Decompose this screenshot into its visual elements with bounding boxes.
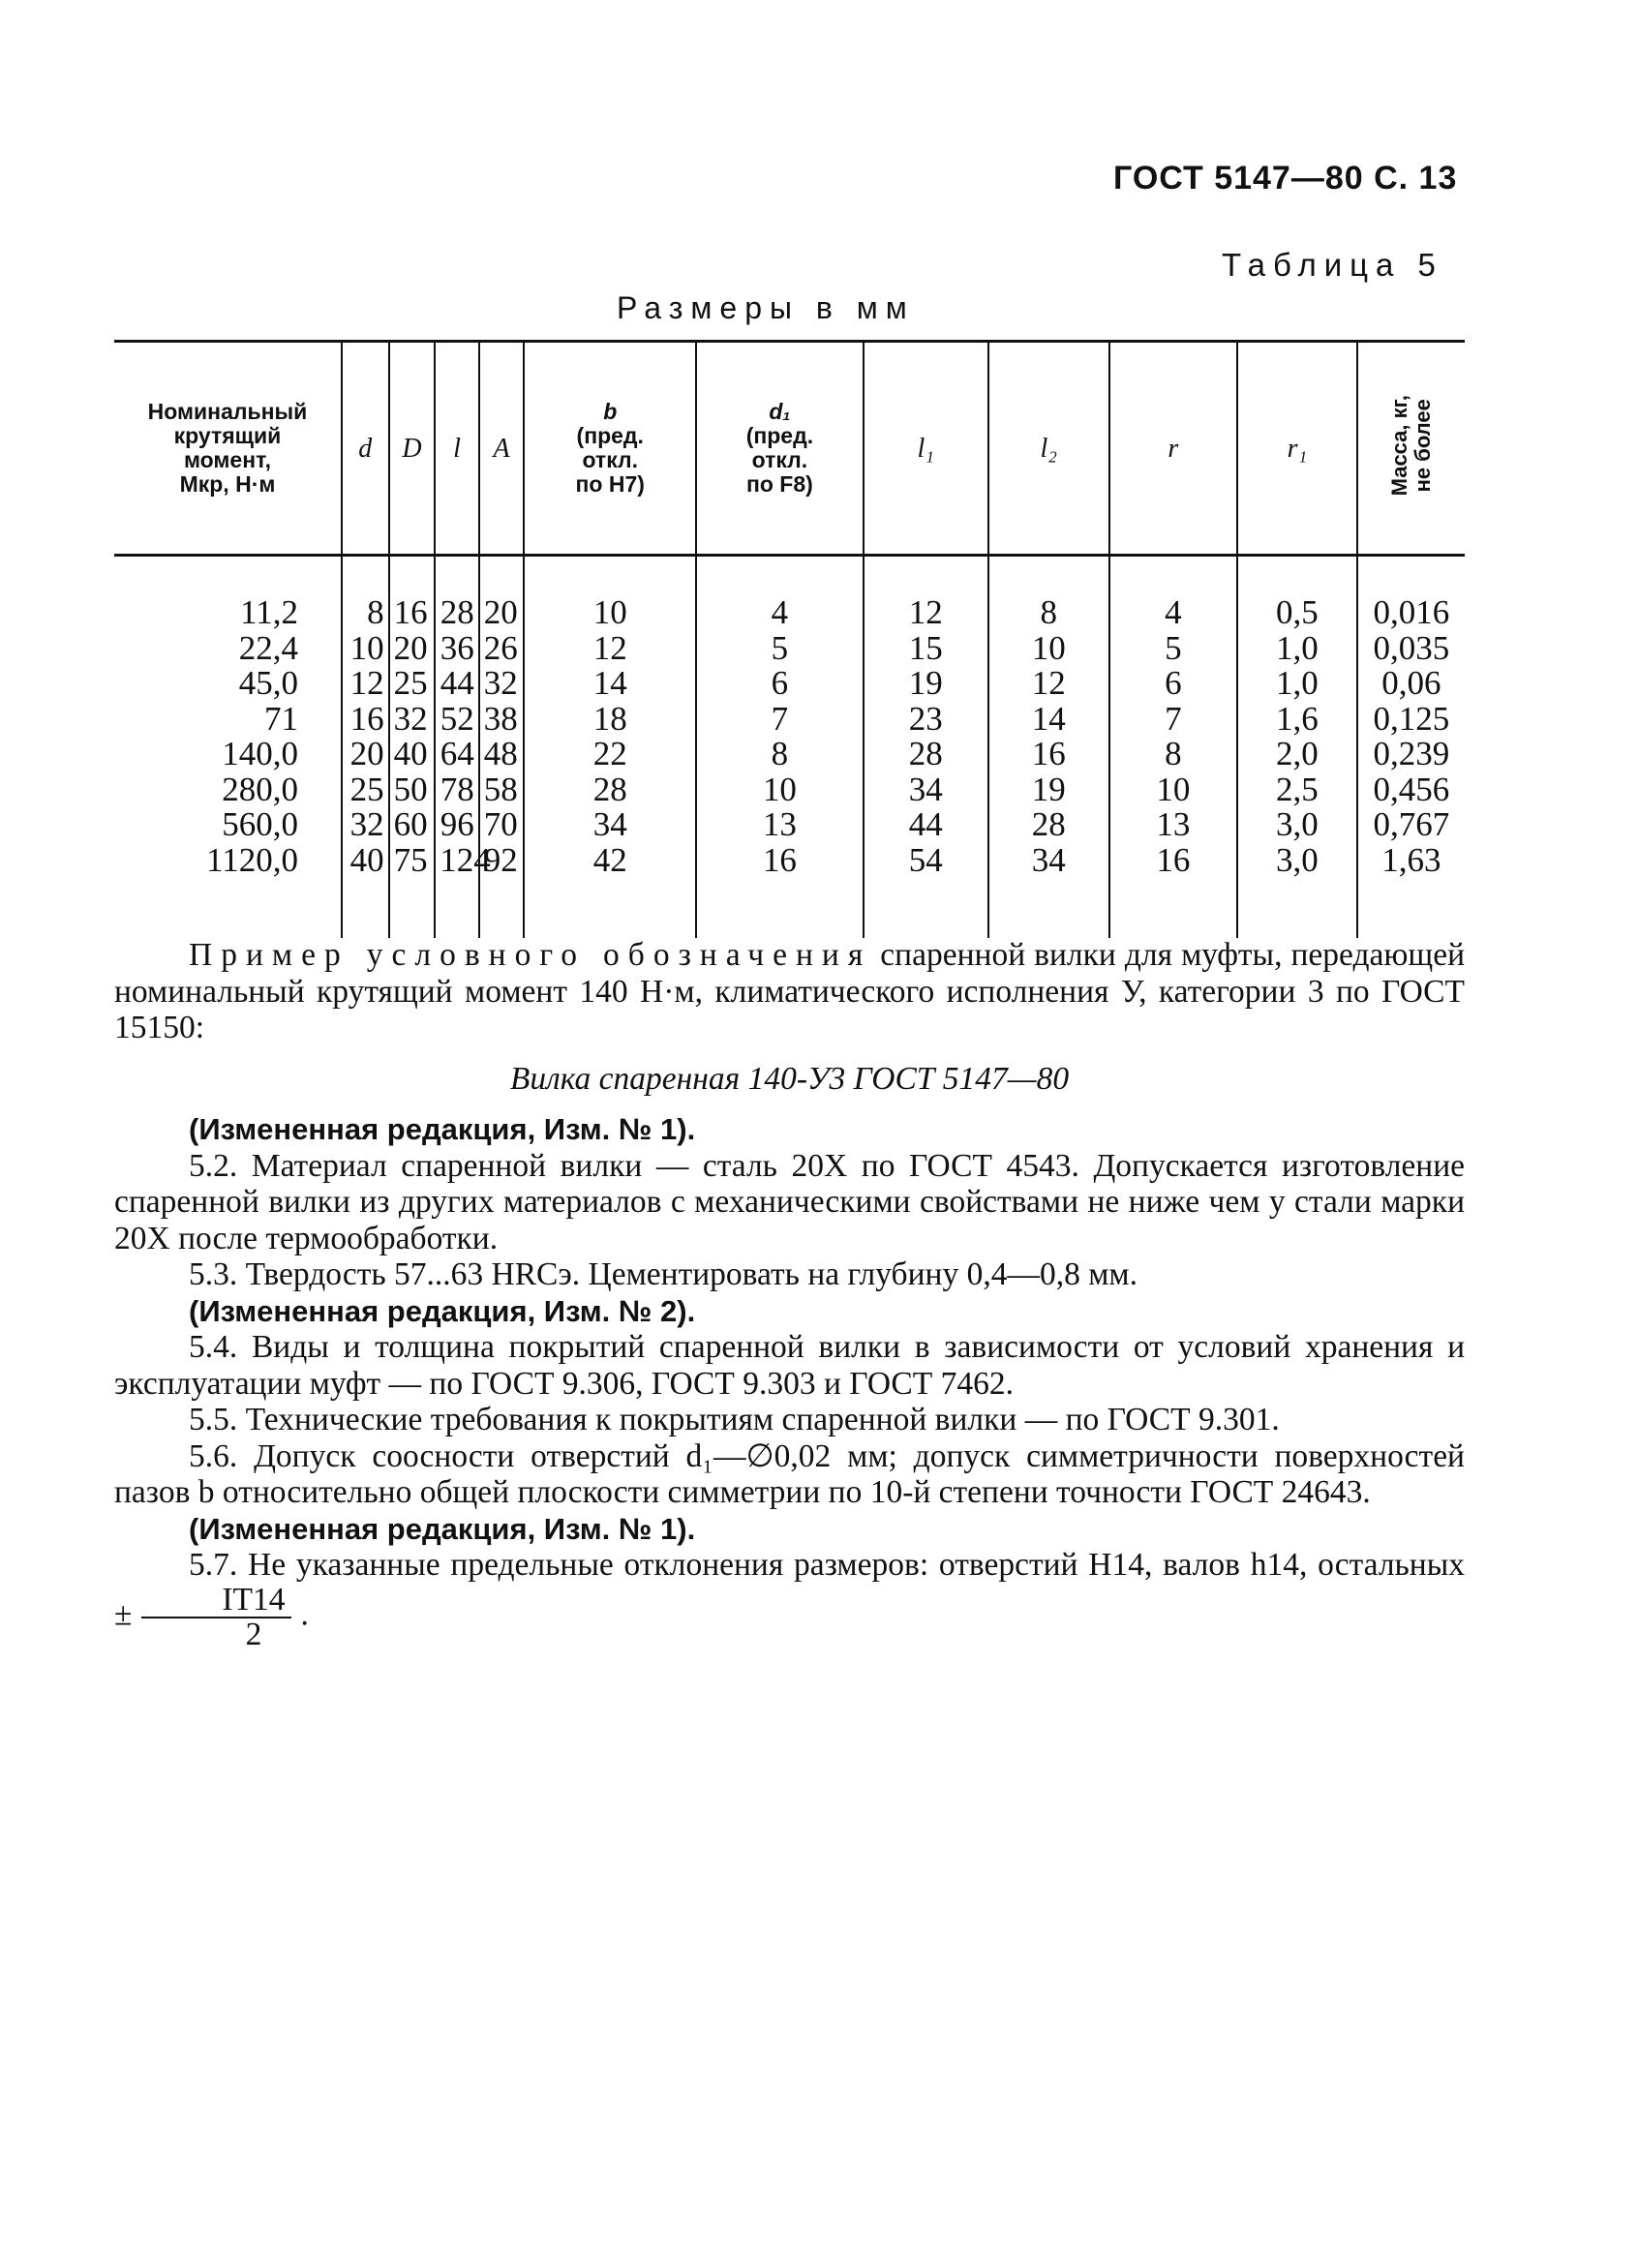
table-row: [114, 631, 1465, 667]
table-cell: 3,0: [1237, 843, 1357, 939]
table-body: [114, 556, 1465, 939]
dimensions-table: [114, 340, 1465, 938]
table-cell: 64: [435, 737, 479, 772]
table-cell: 8: [988, 556, 1109, 631]
header-l2: l₂: [988, 342, 1109, 556]
table-cell: 23: [864, 702, 988, 738]
table-cell: 2,5: [1237, 772, 1357, 808]
table-units-caption: Размеры в мм: [617, 290, 915, 325]
table-cell: 13: [696, 807, 864, 843]
table-cell: 42: [524, 843, 696, 939]
table-cell: 5: [1109, 631, 1237, 667]
table-cell: 16: [988, 737, 1109, 772]
table-cell: 140,0: [222, 735, 298, 772]
table-cell: 11,2: [240, 593, 298, 631]
table-cell: 4: [1109, 556, 1237, 631]
table-cell: 1,0: [1237, 631, 1357, 667]
table-cell: 13: [1109, 807, 1237, 843]
table-cell: 28: [524, 772, 696, 808]
table-cell: 10: [342, 631, 389, 667]
header-r: r: [1109, 342, 1237, 556]
table-cell: 19: [988, 772, 1109, 808]
page-header-gost-ref: ГОСТ 5147—80 С. 13: [1113, 160, 1458, 197]
table-cell: 560,0: [222, 805, 298, 843]
clause-5-7-end: .: [300, 1596, 309, 1633]
table-cell: 40: [389, 737, 436, 772]
table-cell: 0,035: [1357, 631, 1465, 667]
table-cell: 0,06: [1357, 666, 1465, 702]
table-cell: 10: [696, 772, 864, 808]
header-d1-line2: (пред.: [745, 423, 814, 448]
table-cell: 50: [389, 772, 436, 808]
table-cell: 0,5: [1237, 556, 1357, 631]
header-mass-line1: Масса, кг,: [1386, 395, 1411, 497]
table-cell: 16: [342, 702, 389, 738]
header-A: A: [479, 342, 525, 556]
table-cell: 54: [864, 843, 988, 939]
table-cell: 28: [864, 737, 988, 772]
table-number-label: Таблица 5: [1222, 247, 1443, 283]
designation-example-heading: Пример условного обозначения: [189, 937, 872, 973]
table-cell: 0,456: [1357, 772, 1465, 808]
header-b-line3: откл.: [582, 447, 638, 472]
header-d1-line3: откл.: [751, 447, 808, 472]
table-cell: 1,0: [1237, 666, 1357, 702]
clause-5-7: [114, 1547, 1465, 1651]
table-cell: 16: [1109, 843, 1237, 939]
table-cell: 12: [524, 631, 696, 667]
table-cell: 5: [696, 631, 864, 667]
table-cell: 60: [389, 807, 436, 843]
fraction-denominator: 2: [245, 1616, 262, 1652]
table-cell: 32: [389, 702, 436, 738]
table-row: [114, 737, 1465, 772]
table-header-row: [114, 342, 1465, 556]
clause-5-4: 5.4. Виды и толщина покрытий спаренной вилки в зависимости от условий хранения и эксплуатации муфт — по ГОСТ 9.306, ГОСТ 9.303 и ГОСТ 7462.: [114, 1329, 1465, 1402]
clause-5-2: 5.2. Материал спаренной вилки — сталь 20Х по ГОСТ 4543. Допускается изготовление спаренной вилки из других материалов с механическими свойствами не ниже чем у стали марки 20Х после термообработки.: [114, 1147, 1465, 1256]
header-torque-line3: момент,: [183, 447, 272, 472]
table-cell: 19: [864, 666, 988, 702]
table-cell: 14: [988, 702, 1109, 738]
header-r1: r₁: [1237, 342, 1357, 556]
table-cell: 70: [479, 807, 525, 843]
table-cell: 28: [435, 556, 479, 631]
table-cell: 1,63: [1357, 843, 1465, 939]
table-cell: 78: [435, 772, 479, 808]
header-b-line2: (пред.: [576, 423, 644, 448]
table-cell: 15: [864, 631, 988, 667]
clause-5-3: 5.3. Твердость 57...63 HRCэ. Цементировать на глубину 0,4—0,8 мм.: [189, 1256, 1138, 1292]
table-cell: 6: [696, 666, 864, 702]
table-cell: 8: [696, 737, 864, 772]
table-cell: 25: [389, 666, 436, 702]
table-cell: 28: [988, 807, 1109, 843]
table-cell: 34: [988, 843, 1109, 939]
designation-example-text: спаренной вилки для муфты, передающей номинальный крутящий момент 140 Н·м, климатического исполнения У, категории 3 по ГОСТ 15150:: [114, 937, 1465, 1045]
table-row: [114, 772, 1465, 808]
header-mass-line2: не более: [1410, 399, 1435, 493]
table-cell: 48: [479, 737, 525, 772]
amendment-note-1b: (Измененная редакция, Изм. № 1).: [189, 1511, 696, 1546]
header-b-line4: по H7): [575, 471, 645, 497]
table-cell: 44: [864, 807, 988, 843]
table-cell: 3,0: [1237, 807, 1357, 843]
table-cell: 45,0: [238, 664, 298, 702]
header-torque: [114, 342, 342, 556]
table-cell: 7: [696, 702, 864, 738]
designation-example-paragraph: [114, 937, 1465, 1046]
table-cell: 0,239: [1357, 737, 1465, 772]
table-cell: 8: [1109, 737, 1237, 772]
table-row: [114, 702, 1465, 738]
header-l: l: [435, 342, 479, 556]
table-cell: 32: [479, 666, 525, 702]
header-mass: [1357, 342, 1465, 556]
table-cell: 1,6: [1237, 702, 1357, 738]
amendment-note-2: (Измененная редакция, Изм. № 2).: [189, 1293, 696, 1328]
table-cell: 44: [435, 666, 479, 702]
table-cell: 52: [435, 702, 479, 738]
header-mass-vertical: [1388, 395, 1435, 496]
clause-5-7-text: 5.7. Не указанные предельные отклонения размеров: отверстий H14, валов h14, остальных ±: [114, 1547, 1465, 1633]
table-cell: 124: [435, 843, 479, 939]
header-b: [524, 342, 696, 556]
table-cell: 25: [342, 772, 389, 808]
table-cell: 75: [389, 843, 436, 939]
tolerance-fraction: [141, 1581, 290, 1652]
amendment-note-1a: (Измененная редакция, Изм. № 1).: [189, 1112, 696, 1146]
header-d: d: [342, 342, 389, 556]
table-cell: 10: [524, 556, 696, 631]
table-cell: 2,0: [1237, 737, 1357, 772]
header-d1: [696, 342, 864, 556]
table-cell: 20: [389, 631, 436, 667]
table-cell: 16: [389, 556, 436, 631]
table-cell: 32: [342, 807, 389, 843]
table-cell: 22,4: [238, 628, 298, 667]
table-cell: 26: [479, 631, 525, 667]
table-cell: 38: [479, 702, 525, 738]
table-row: [114, 807, 1465, 843]
table-cell: 34: [524, 807, 696, 843]
fraction-numerator: IT14: [141, 1584, 290, 1618]
body-text: [114, 937, 1465, 1651]
table-cell: 10: [1109, 772, 1237, 808]
table-cell: 34: [864, 772, 988, 808]
table-cell: 10: [988, 631, 1109, 667]
table-cell: 0,767: [1357, 807, 1465, 843]
header-D: D: [389, 342, 436, 556]
table-cell: 40: [342, 843, 389, 939]
table-cell: 14: [524, 666, 696, 702]
table-cell: 18: [524, 702, 696, 738]
clause-5-6: 5.6. Допуск соосности отверстий d₁—∅0,02 мм; допуск симметричности поверхностей пазов b относительно общей плоскости симметрии по 10-й степени точности ГОСТ 24643.: [114, 1437, 1465, 1510]
designation-example: Вилка спаренная 140-У3 ГОСТ 5147—80: [509, 1060, 1070, 1097]
header-l1: l₁: [864, 342, 988, 556]
table-cell: 58: [479, 772, 525, 808]
table-cell: 20: [479, 556, 525, 631]
table-cell: 0,125: [1357, 702, 1465, 738]
table-cell: 12: [864, 556, 988, 631]
header-b-line1: b: [603, 399, 618, 424]
header-torque-line1: Номинальный: [147, 399, 308, 424]
table-cell: 22: [524, 737, 696, 772]
header-d1-line4: по F8): [745, 471, 813, 497]
header-torque-line4: Mкр, Н·м: [179, 471, 276, 497]
table-cell: 16: [696, 843, 864, 939]
table-cell: 12: [342, 666, 389, 702]
table-cell: 7: [1109, 702, 1237, 738]
table-row: [114, 556, 1465, 631]
table-cell: 20: [342, 737, 389, 772]
table-cell: 280,0: [222, 770, 298, 808]
table-cell: 0,016: [1357, 556, 1465, 631]
table-cell: 92: [479, 843, 525, 939]
table-cell: 6: [1109, 666, 1237, 702]
table-cell: 12: [988, 666, 1109, 702]
header-torque-line2: крутящий: [173, 423, 282, 448]
table-cell: 4: [696, 556, 864, 631]
table-cell: 36: [435, 631, 479, 667]
table-row: [114, 843, 1465, 939]
table-cell: 96: [435, 807, 479, 843]
table-cell: 8: [342, 556, 389, 631]
table-cell: 71: [263, 699, 298, 738]
header-d1-line1: d₁: [769, 399, 791, 424]
table-row: [114, 666, 1465, 702]
table-cell: 1120,0: [206, 840, 298, 879]
clause-5-5: 5.5. Технические требования к покрытиям спаренной вилки — по ГОСТ 9.301.: [189, 1402, 1280, 1437]
